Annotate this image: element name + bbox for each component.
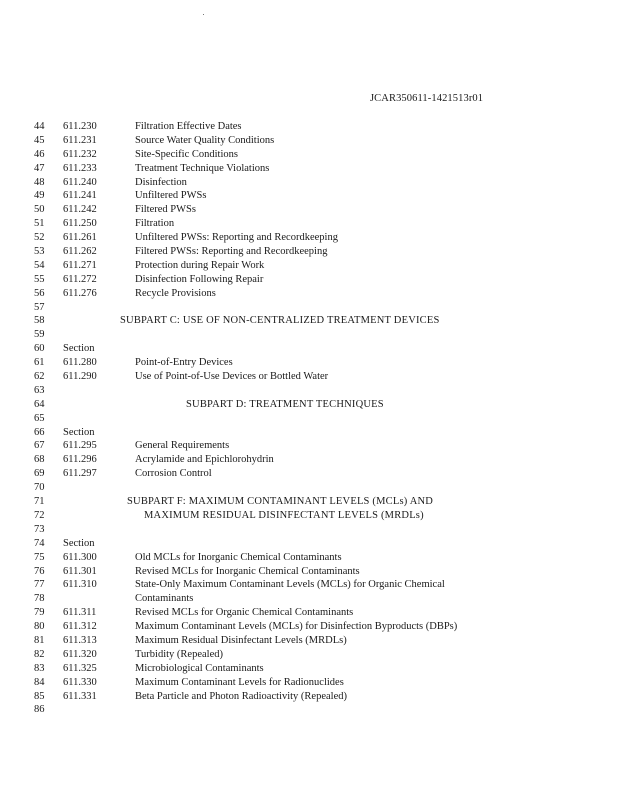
section-title: Turbidity (Repealed) [135,648,223,660]
section-title: Treatment Technique Violations [135,162,270,174]
subpart-heading: SUBPART F: MAXIMUM CONTAMINANT LEVELS (MCLs) AND [127,496,434,508]
line-number: 50 [34,204,45,216]
section-number: 611.276 [63,287,97,299]
section-number: 611.232 [63,148,97,160]
toc-line [0,467,618,481]
toc-line [0,287,618,301]
toc-line [0,537,618,551]
section-number: 611.301 [63,565,97,577]
line-number: 62 [34,371,45,383]
toc-line [0,120,618,134]
section-number: 611.311 [63,607,97,619]
section-number: 611.320 [63,648,97,660]
section-number: 611.300 [63,551,97,563]
toc-line [0,634,618,648]
section-number: 611.262 [63,246,97,258]
section-number: 611.325 [63,662,97,674]
section-column-label: Section [63,537,95,549]
section-title: Site-Specific Conditions [135,148,238,160]
section-title: Revised MCLs for Organic Chemical Contaminants [135,607,354,619]
line-number: 64 [34,398,45,410]
section-title: Use of Point-of-Use Devices or Bottled Water [135,371,329,383]
line-number: 71 [34,496,45,508]
line-number: 53 [34,246,45,258]
line-number: 58 [34,315,45,327]
line-number: 69 [34,468,45,480]
section-number: 611.310 [63,579,97,591]
section-number: 611.280 [63,357,97,369]
line-number: 81 [34,634,45,646]
toc-line [0,523,618,537]
line-number: 45 [34,134,45,146]
section-number: 611.312 [63,621,97,633]
section-title: Filtered PWSs: Reporting and Recordkeeping [135,246,328,258]
subpart-heading-line [0,398,618,412]
line-number: 47 [34,162,45,174]
toc-line [0,176,618,190]
section-title: Point-of-Entry Devices [135,357,233,369]
section-title: Recycle Provisions [135,287,216,299]
line-number: 73 [34,523,45,535]
section-number: 611.242 [63,204,97,216]
toc-line [0,620,618,634]
section-number: 611.230 [63,121,97,132]
toc-line [0,217,618,231]
section-title: Unfiltered PWSs: Reporting and Recordkeeping [135,232,338,244]
toc-line [0,203,618,217]
line-number: 48 [34,176,45,188]
section-title: Old MCLs for Inorganic Chemical Contaminants [135,551,342,563]
section-number: 611.272 [63,273,97,285]
line-number: 66 [34,426,45,438]
toc-line [0,231,618,245]
section-number: 611.313 [63,634,97,646]
section-title: Contaminants [135,593,194,605]
line-number: 61 [34,357,45,369]
section-number: 611.231 [63,134,97,146]
subpart-heading-line [0,495,618,509]
section-number: 611.296 [63,454,97,466]
section-number: 611.240 [63,176,97,188]
toc-line [0,148,618,162]
toc-line [0,259,618,273]
line-number: 74 [34,537,45,549]
line-number: 82 [34,648,45,660]
section-title: Maximum Contaminant Levels for Radionuclides [135,676,344,688]
section-title: Protection during Repair Work [135,259,265,271]
section-title: Disinfection Following Repair [135,273,264,285]
line-number: 83 [34,662,45,674]
section-title: Filtered PWSs [135,204,196,216]
section-title: Maximum Contaminant Levels (MCLs) for Disinfection Byproducts (DBPs) [135,621,458,633]
subpart-heading: SUBPART C: USE OF NON-CENTRALIZED TREATMENT DEVICES [120,315,440,327]
line-number: 56 [34,287,45,299]
subpart-heading: SUBPART D: TREATMENT TECHNIQUES [186,398,384,410]
section-number: 611.271 [63,259,97,271]
section-title: Unfiltered PWSs [135,190,207,202]
line-number: 57 [34,301,45,313]
line-number: 72 [34,509,45,521]
toc-line [0,412,618,426]
toc-line [0,592,618,606]
section-title: Source Water Quality Conditions [135,134,275,146]
section-number: 611.233 [63,162,97,174]
toc-line [0,703,618,717]
section-number: 611.250 [63,218,97,230]
section-title: Revised MCLs for Inorganic Chemical Contaminants [135,565,360,577]
line-number: 79 [34,607,45,619]
subpart-heading-line [0,314,618,328]
line-number: 44 [34,121,45,132]
toc-line [0,690,618,704]
line-number: 59 [34,329,45,341]
line-number: 76 [34,565,45,577]
line-number: 86 [34,704,45,716]
line-number: 85 [34,690,45,702]
section-number: 611.241 [63,190,97,202]
section-column-label: Section [63,343,95,355]
line-number: 52 [34,232,45,244]
line-number: 68 [34,454,45,466]
section-number: 611.295 [63,440,97,452]
toc-line [0,328,618,342]
toc-line [0,189,618,203]
toc-line [0,245,618,259]
section-number: 611.330 [63,676,97,688]
toc-line [0,301,618,315]
line-number: 65 [34,412,45,424]
line-number: 54 [34,259,45,271]
section-number: 611.261 [63,232,97,244]
toc-line [0,648,618,662]
line-number: 84 [34,676,45,688]
line-number: 49 [34,190,45,202]
toc-line [0,551,618,565]
section-title: Microbiological Contaminants [135,662,264,674]
line-number: 55 [34,273,45,285]
toc-line [0,439,618,453]
toc-line [0,481,618,495]
section-title: Disinfection [135,176,187,188]
toc-line [0,662,618,676]
document-id: JCAR350611-1421513r01 [370,93,484,104]
scan-speck [203,14,204,15]
section-number: 611.297 [63,468,97,480]
line-number: 70 [34,482,45,494]
toc-line [0,453,618,467]
line-number: 67 [34,440,45,452]
section-title: Maximum Residual Disinfectant Levels (MRDLs) [135,634,347,646]
line-number: 51 [34,218,45,230]
section-title: State-Only Maximum Contaminant Levels (MCLs) for Organic Chemical [135,579,445,591]
line-number: 63 [34,384,45,396]
section-number: 611.331 [63,690,97,702]
toc-line [0,134,618,148]
toc-line [0,162,618,176]
section-title: Beta Particle and Photon Radioactivity (Repealed) [135,690,347,702]
toc-line [0,384,618,398]
subpart-heading: MAXIMUM RESIDUAL DISINFECTANT LEVELS (MRDLs) [144,509,424,521]
section-title: Filtration [135,218,175,230]
toc-line [0,356,618,370]
section-title: Corrosion Control [135,468,212,480]
table-of-contents [0,120,618,717]
toc-line [0,578,618,592]
line-number: 46 [34,148,45,160]
line-number: 75 [34,551,45,563]
toc-line [0,426,618,440]
toc-line [0,565,618,579]
section-title: Filtration Effective Dates [135,121,242,132]
section-number: 611.290 [63,371,97,383]
section-title: Acrylamide and Epichlorohydrin [135,454,274,466]
toc-line [0,370,618,384]
line-number: 77 [34,579,45,591]
toc-line [0,273,618,287]
line-number: 80 [34,621,45,633]
section-title: General Requirements [135,440,230,452]
line-number: 78 [34,593,45,605]
toc-line [0,676,618,690]
toc-line [0,606,618,620]
toc-line [0,342,618,356]
line-number: 60 [34,343,45,355]
subpart-heading-line [0,509,618,523]
section-column-label: Section [63,426,95,438]
